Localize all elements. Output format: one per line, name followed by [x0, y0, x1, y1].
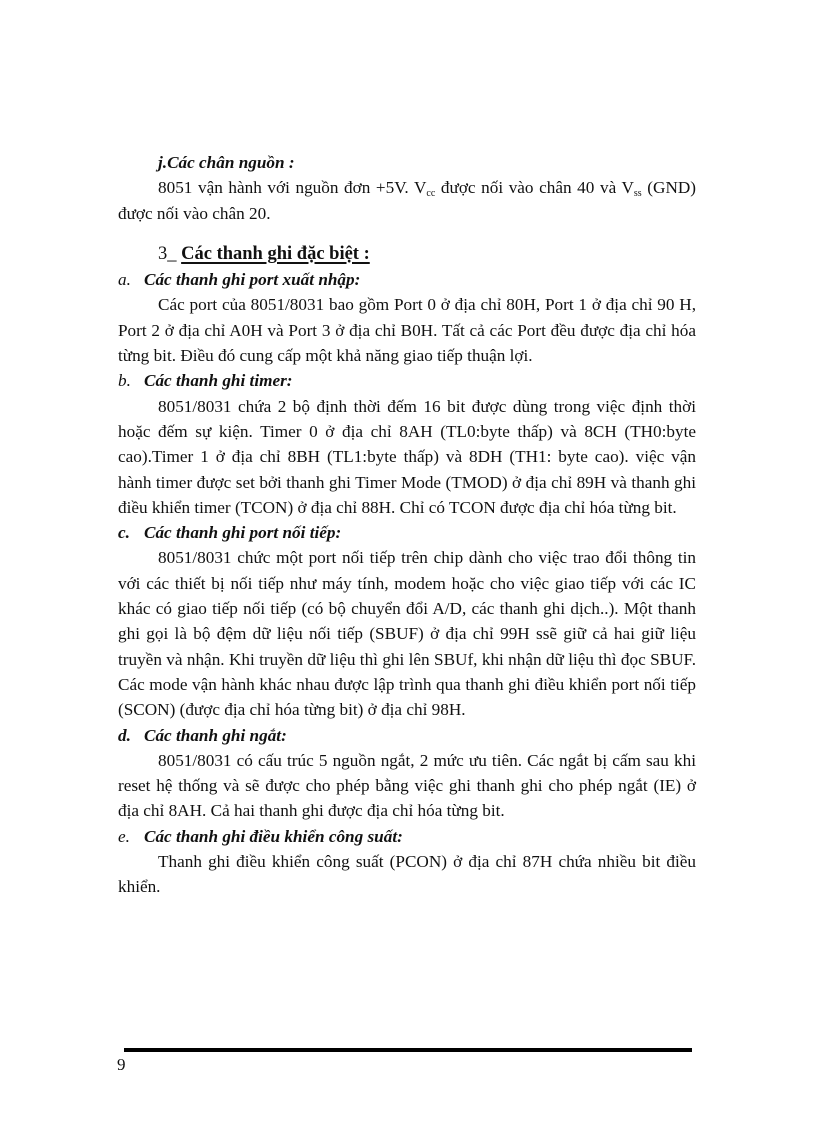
item-b-body: 8051/8031 chứa 2 bộ định thời đếm 16 bit được dùng trong việc định thời hoặc đếm sự kiện. Timer 0 ở địa chỉ 8AH (TL0:byte thấp) và 8CH (TH0:byte cao).Timer 1 ở địa chỉ 8BH (TL1:byte thấp) và 8DH (TH1: byte cao). việc vận hành timer được set bởi thanh ghi Timer Mode (TMOD) ở địa chỉ 89H và thanh ghi điều khiển timer (TCON) ở địa chỉ 88H. Chỉ có TCON được địa chỉ hóa từng bit.	[118, 396, 696, 517]
section-3-number: 3_	[158, 243, 182, 264]
section-j-text-1: 8051 vận hành với nguồn đơn +5V. V	[158, 178, 427, 198]
section-j-text-2: được nối vào chân 40 và V	[435, 178, 634, 198]
item-d-heading	[118, 723, 696, 748]
item-c-heading	[118, 520, 696, 545]
item-b-letter: b.	[118, 371, 131, 391]
item-d-body: 8051/8031 có cấu trúc 5 nguồn ngắt, 2 mức ưu tiên. Các ngắt bị cấm sau khi reset hệ thống và sẽ được cho phép bằng việc ghi thanh ghi cho phép ngắt (IE) ở địa chỉ 8AH. Cả hai thanh ghi được địa chỉ hóa từng bit.	[118, 750, 696, 821]
page-body	[118, 150, 696, 900]
section-j-paragraph	[118, 175, 696, 226]
section-j-heading: j.Các chân nguồn :	[158, 153, 295, 172]
item-e-letter: e.	[118, 826, 130, 846]
page-number: 9	[117, 1055, 126, 1074]
item-c-letter: c.	[118, 523, 130, 543]
item-e-heading	[118, 824, 696, 849]
item-e-body: Thanh ghi điều khiển công suất (PCON) ở địa chỉ 87H chứa nhiều bit điều khiển.	[118, 852, 696, 897]
section-3-title: Các thanh ghi đặc biệt :	[181, 243, 370, 264]
item-d-title: Các thanh ghi ngắt:	[144, 725, 287, 745]
item-a-letter: a.	[118, 270, 131, 290]
vcc-subscript: cc	[426, 188, 436, 200]
section-j-text-3: (GND) được nối vào chân 20.	[118, 178, 696, 223]
item-c-title: Các thanh ghi port nối tiếp:	[144, 523, 342, 543]
item-a-heading	[118, 267, 696, 292]
item-a-body: Các port của 8051/8031 bao gồm Port 0 ở địa chỉ 80H, Port 1 ở địa chỉ 90 H, Port 2 ở địa chỉ A0H và Port 3 ở địa chỉ B0H. Tất cả các Port đều được địa chỉ hóa từng bit. Điều đó cung cấp một khả năng giao tiếp thuận lợi.	[118, 295, 696, 366]
section-3-heading	[118, 242, 696, 267]
item-c-body: 8051/8031 chức một port nối tiếp trên chip dành cho việc trao đổi thông tin với các thiết bị nối tiếp như máy tính, modem hoặc cho việc giao tiếp với các IC khác có giao tiếp nối tiếp (có bộ chuyển đổi A/D, các thanh ghi dịch..). Một thanh ghi gọi là bộ đệm dữ liệu nối tiếp (SBUF) ở địa chỉ 99H ssẽ giữ cả hai giữ liệu truyền và nhận. Khi truyền dữ liệu thì ghi lên SBUf, khi nhận dữ liệu thì đọc SBUF. Các mode vận hành khác nhau được lập trình qua thanh ghi điều khiển port nối tiếp (SCON) (được địa chỉ hóa từng bit) ở địa chỉ 98H.	[118, 548, 696, 720]
item-b-heading	[118, 368, 696, 393]
vss-subscript: ss	[633, 188, 642, 200]
item-d-letter: d.	[118, 725, 131, 745]
footer-rule	[124, 1048, 692, 1052]
item-b-title: Các thanh ghi timer:	[144, 371, 293, 391]
item-e-title: Các thanh ghi điều khiển công suất:	[144, 826, 403, 846]
item-a-title: Các thanh ghi port xuất nhập:	[144, 270, 361, 290]
